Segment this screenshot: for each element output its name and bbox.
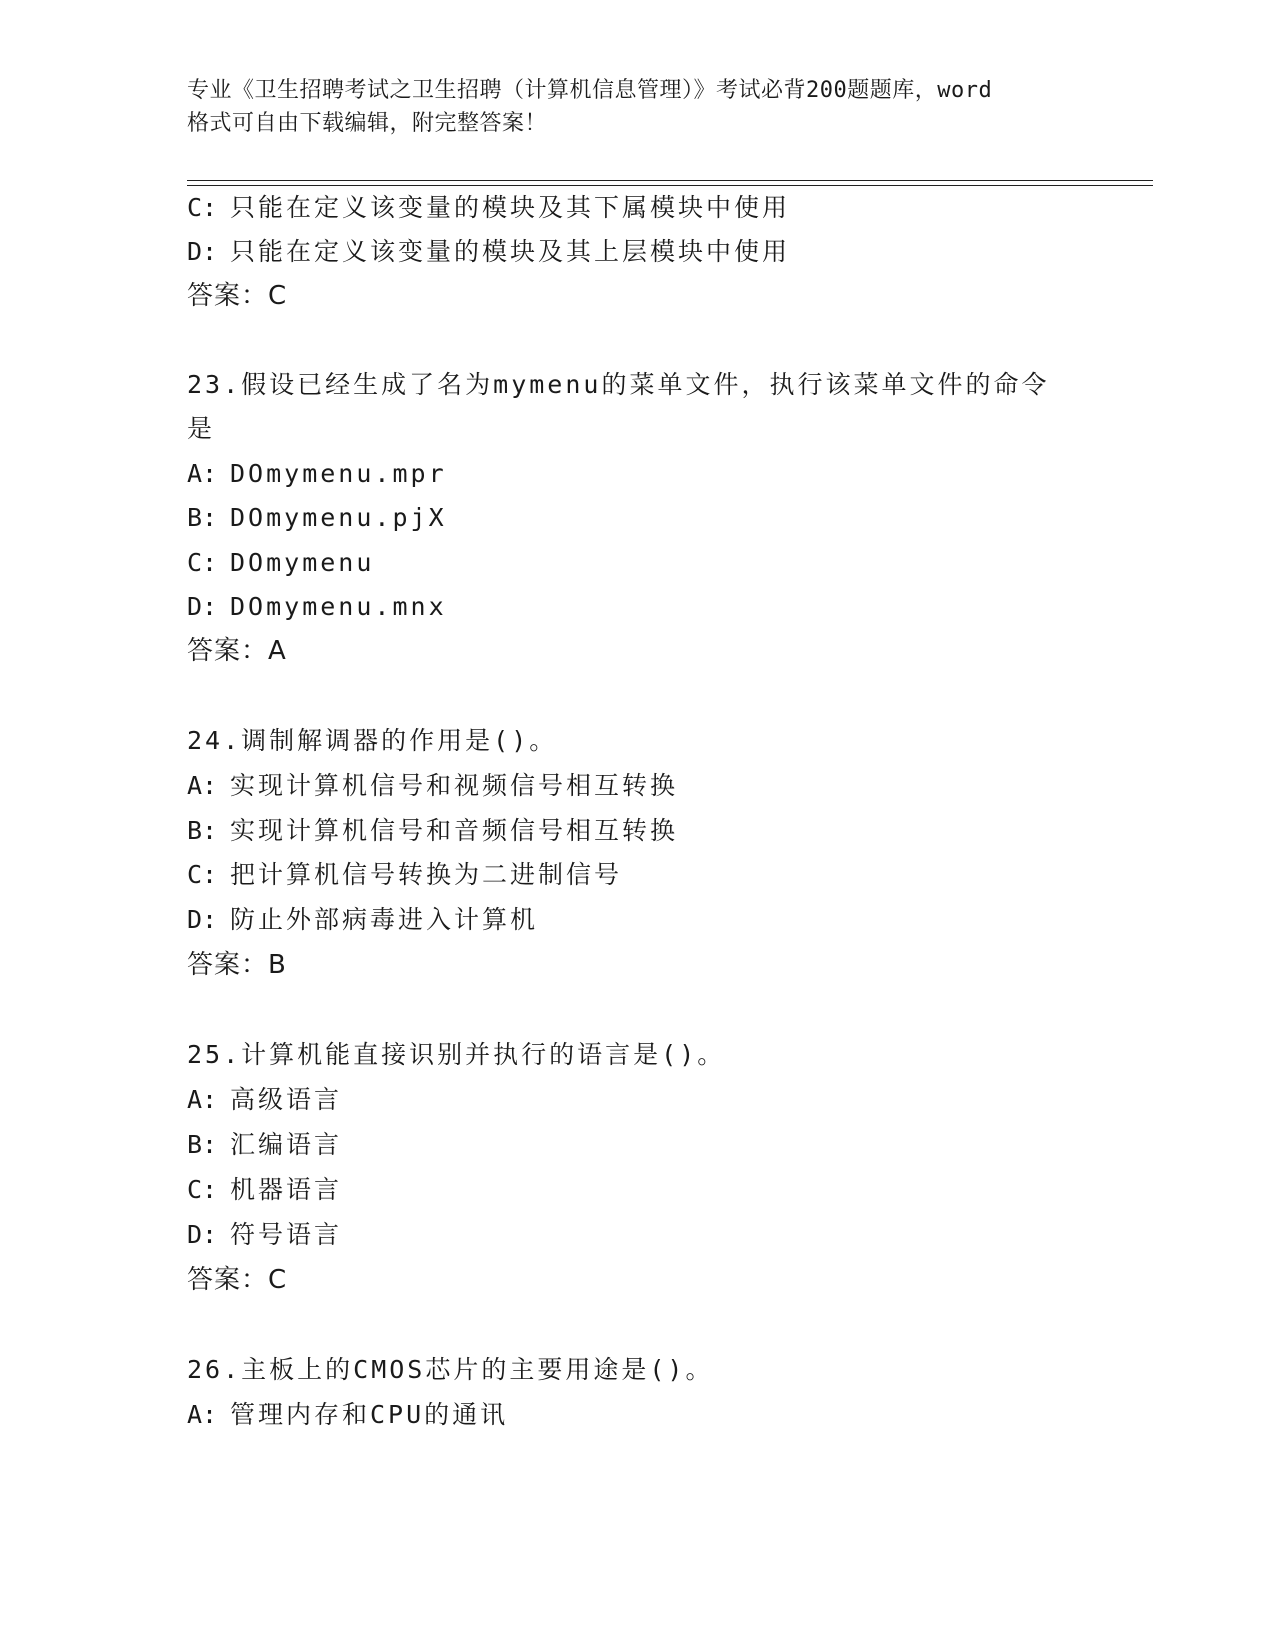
option-text: 只能在定义该变量的模块及其下属模块中使用 <box>230 193 791 222</box>
option-label: A: <box>187 459 218 488</box>
answer-line: 答案：A <box>187 636 287 666</box>
option-label: C: <box>187 548 218 577</box>
document-header <box>187 74 1087 140</box>
question-text: 23.假设已经生成了名为mymenu的菜单文件，执行该菜单文件的命令 <box>187 370 1050 399</box>
option-c <box>187 859 622 891</box>
option-d <box>187 904 538 936</box>
option-b <box>187 815 678 847</box>
option-label: D: <box>187 237 218 266</box>
option-text: 防止外部病毒进入计算机 <box>230 905 539 934</box>
option-a <box>187 458 447 490</box>
option-text: DOmymenu.pjX <box>230 503 447 532</box>
option-d <box>187 1219 342 1251</box>
option-text: 汇编语言 <box>230 1130 343 1159</box>
option-a <box>187 1084 342 1116</box>
option-text: 机器语言 <box>230 1175 343 1204</box>
option-label: A: <box>187 1400 218 1429</box>
option-a <box>187 1399 508 1431</box>
option-text: 管理内存和CPU的通讯 <box>230 1400 509 1429</box>
question-text: 26.主板上的CMOS芯片的主要用途是()。 <box>187 1355 714 1384</box>
answer-line: 答案：C <box>187 1265 288 1295</box>
option-label: C: <box>187 193 218 222</box>
question-text: 25.计算机能直接识别并执行的语言是()。 <box>187 1040 726 1069</box>
option-b <box>187 502 447 534</box>
option-label: B: <box>187 503 218 532</box>
option-d <box>187 591 447 623</box>
option-text: 符号语言 <box>230 1220 343 1249</box>
option-text: DOmymenu <box>230 548 375 577</box>
option-text: 实现计算机信号和音频信号相互转换 <box>230 816 679 845</box>
option-text: DOmymenu.mpr <box>230 459 447 488</box>
option-label: C: <box>187 860 218 889</box>
option-a <box>187 770 678 802</box>
option-text: 高级语言 <box>230 1085 343 1114</box>
option-text: DOmymenu.mnx <box>230 592 447 621</box>
answer-line: 答案：C <box>187 281 288 311</box>
option-label: C: <box>187 1175 218 1204</box>
option-d <box>187 236 790 268</box>
option-label: B: <box>187 816 218 845</box>
option-text: 把计算机信号转换为二进制信号 <box>230 860 623 889</box>
option-label: A: <box>187 771 218 800</box>
answer-line: 答案：B <box>187 950 287 980</box>
header-divider-top <box>187 180 1153 181</box>
option-text: 实现计算机信号和视频信号相互转换 <box>230 771 679 800</box>
option-text: 只能在定义该变量的模块及其上层模块中使用 <box>230 237 791 266</box>
option-c <box>187 192 790 224</box>
option-label: D: <box>187 905 218 934</box>
option-label: D: <box>187 592 218 621</box>
header-divider-bottom <box>187 185 1153 186</box>
question-text: 24.调制解调器的作用是()。 <box>187 726 558 755</box>
header-title-line-2: 格式可自由下载编辑，附完整答案！ <box>187 111 548 136</box>
header-title-line-1: 专业《卫生招聘考试之卫生招聘（计算机信息管理）》考试必背200题题库，word <box>187 78 993 103</box>
option-label: B: <box>187 1130 218 1159</box>
option-c <box>187 547 374 579</box>
option-c <box>187 1174 342 1206</box>
option-label: A: <box>187 1085 218 1114</box>
option-label: D: <box>187 1220 218 1249</box>
question-text-continued: 是 <box>187 414 216 443</box>
option-b <box>187 1129 342 1161</box>
